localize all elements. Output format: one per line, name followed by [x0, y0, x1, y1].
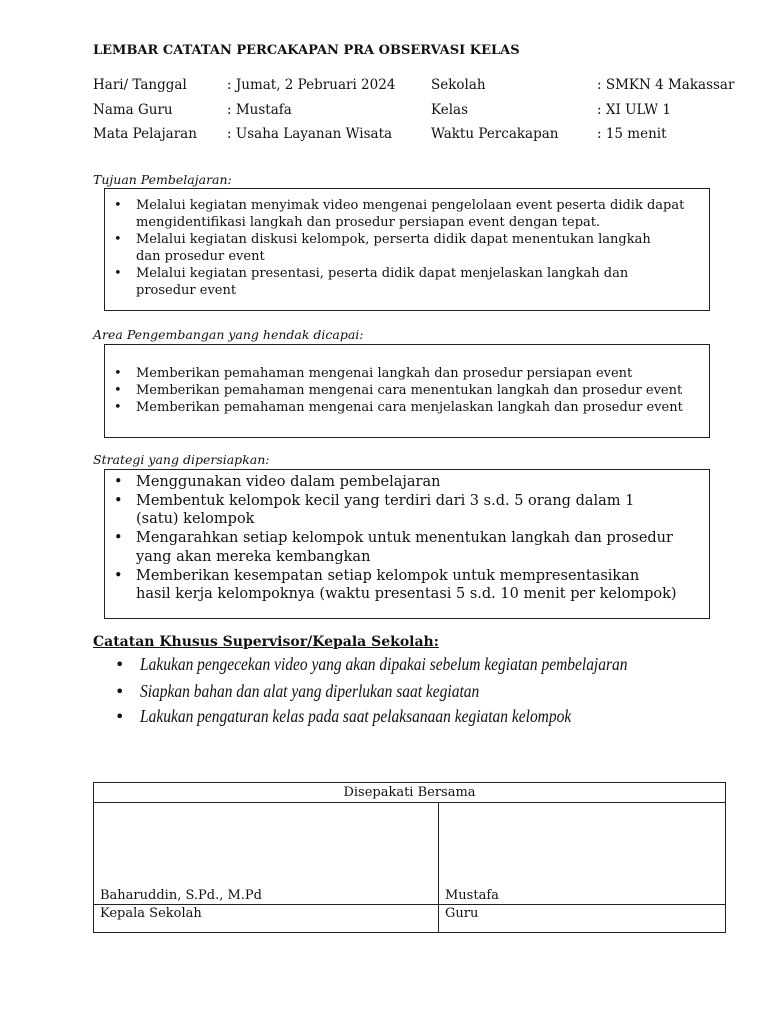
bullet-icon: • — [114, 474, 123, 490]
bullet-icon: • — [114, 232, 122, 247]
strategi-item-line: Membentuk kelompok kecil yang terdiri dari 3 s.d. 5 orang dalam 1 — [136, 492, 635, 509]
area-heading: Area Pengembangan yang hendak dicapai: — [93, 327, 364, 342]
area-item — [114, 382, 683, 399]
right-role: Guru — [439, 905, 726, 933]
tujuan-item-line: mengidentifikasi langkah dan prosedur persiapan event dengan tepat. — [136, 215, 601, 230]
tujuan-item — [114, 231, 684, 265]
bullet-icon: • — [114, 383, 122, 398]
tujuan-item-line: prosedur event — [136, 283, 237, 298]
agreement-table — [93, 782, 726, 933]
document-title: LEMBAR CATATAN PERCAKAPAN PRA OBSERVASI KELAS — [93, 43, 520, 58]
bullet-icon: • — [114, 400, 122, 415]
strategi-list — [114, 473, 677, 604]
bullet-icon: • — [114, 567, 123, 584]
bullet-icon: • — [114, 198, 122, 213]
strategi-item-line: Mengarahkan setiap kelompok untuk menentukan langkah dan prosedur — [136, 530, 673, 547]
area-item-line: Memberikan pemahaman mengenai langkah dan prosedur persiapan event — [136, 366, 633, 381]
area-item-line: Memberikan pemahaman mengenai cara menentukan langkah dan prosedur event — [136, 383, 683, 398]
right-signature-name: Mustafa — [439, 803, 726, 905]
strategi-item — [114, 473, 677, 492]
bullet-icon: • — [114, 266, 122, 281]
info-label-2: Sekolah — [431, 77, 486, 93]
info-value-2: : XI ULW 1 — [597, 102, 671, 118]
info-label-2: Kelas — [431, 102, 469, 118]
info-value: : Mustafa — [227, 102, 292, 118]
info-value: : Jumat, 2 Pebruari 2024 — [227, 77, 396, 93]
left-role: Kepala Sekolah — [94, 905, 439, 933]
agreement-header: Disepakati Bersama — [94, 783, 726, 803]
bullet-icon: • — [115, 707, 125, 726]
strategi-heading: Strategi yang dipersiapkan: — [93, 452, 270, 467]
bullet-icon: • — [114, 492, 123, 509]
area-item — [114, 399, 683, 416]
tujuan-item — [114, 265, 684, 299]
info-label: Nama Guru — [93, 102, 173, 118]
strategi-item-line: hasil kerja kelompoknya (waktu presentasi 5 s.d. 10 menit per kelompok) — [136, 586, 677, 603]
catatan-heading: Catatan Khusus Supervisor/Kepala Sekolah: — [93, 634, 439, 650]
info-label-2: Waktu Percakapan — [431, 126, 559, 142]
bullet-icon: • — [115, 682, 125, 701]
catatan-item: Siapkan bahan dan alat yang diperlukan saat kegiatan — [140, 681, 480, 701]
strategi-item-line: Menggunakan video dalam pembelajaran — [136, 474, 441, 490]
info-value-2: : SMKN 4 Makassar — [597, 77, 735, 93]
strategi-item — [114, 492, 677, 529]
bullet-icon: • — [114, 366, 122, 381]
strategi-item — [114, 529, 677, 566]
catatan-item: Lakukan pengecekan video yang akan dipakai sebelum kegiatan pembelajaran — [140, 654, 628, 674]
strategi-item-line: (satu) kelompok — [136, 511, 255, 528]
strategi-item-line: Memberikan kesempatan setiap kelompok untuk mempresentasikan — [136, 567, 640, 584]
info-value: : Usaha Layanan Wisata — [227, 126, 393, 142]
tujuan-item-line: dan prosedur event — [136, 249, 265, 264]
left-signature-name: Baharuddin, S.Pd., M.Pd — [94, 803, 439, 905]
catatan-item: Lakukan pengaturan kelas pada saat pelaksanaan kegiatan kelompok — [140, 706, 572, 726]
tujuan-item — [114, 197, 684, 231]
area-item — [114, 365, 683, 382]
tujuan-heading: Tujuan Pembelajaran: — [93, 172, 232, 187]
info-label: Mata Pelajaran — [93, 126, 197, 142]
bullet-icon: • — [115, 655, 125, 674]
strategi-item — [114, 567, 677, 604]
area-item-line: Memberikan pemahaman mengenai cara menjelaskan langkah dan prosedur event — [136, 400, 683, 415]
tujuan-item-line: Melalui kegiatan diskusi kelompok, perserta didik dapat menentukan langkah — [136, 232, 651, 247]
bullet-icon: • — [114, 530, 123, 547]
tujuan-list — [114, 197, 684, 299]
info-value-2: : 15 menit — [597, 126, 667, 142]
tujuan-item-line: Melalui kegiatan presentasi, peserta didik dapat menjelaskan langkah dan — [136, 266, 629, 281]
strategi-item-line: yang akan mereka kembangkan — [136, 548, 371, 565]
tujuan-item-line: Melalui kegiatan menyimak video mengenai pengelolaan event peserta didik dapat — [136, 198, 685, 213]
area-list — [114, 365, 683, 416]
info-label: Hari/ Tanggal — [93, 77, 187, 93]
